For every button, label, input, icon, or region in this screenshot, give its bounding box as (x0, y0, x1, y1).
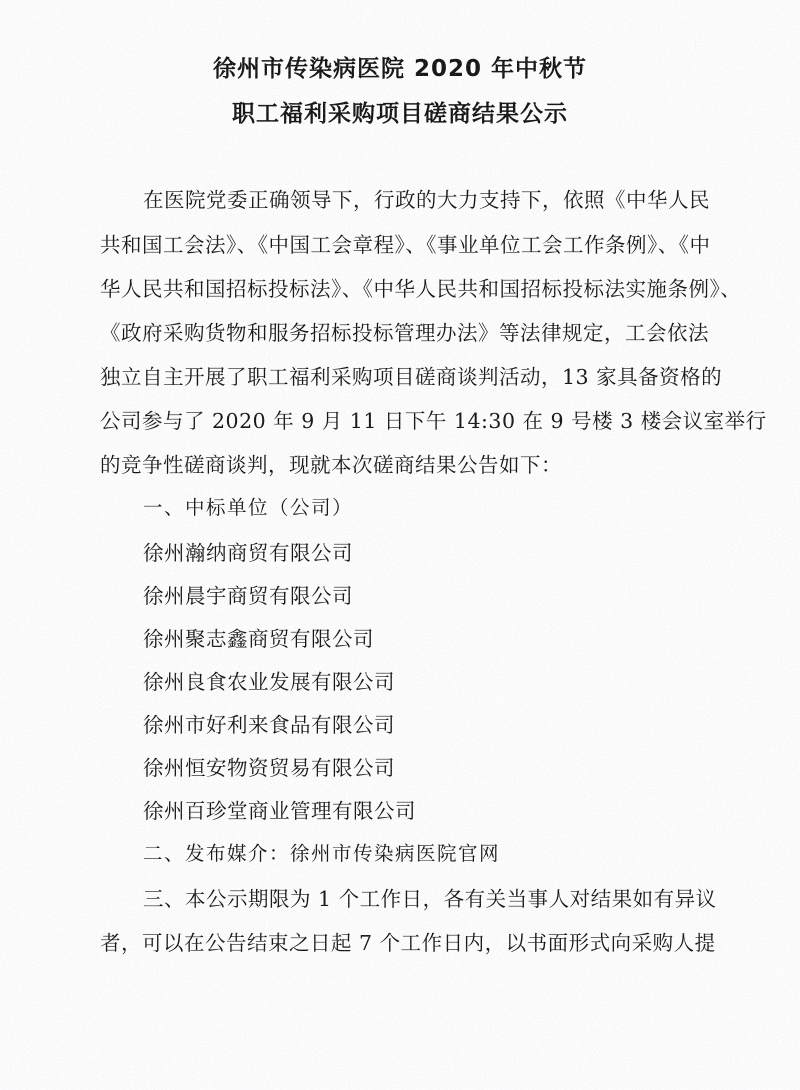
company-list-item: 徐州良食农业发展有限公司 (143, 670, 395, 694)
intro-line-4: 《政府采购货物和服务招标投标管理办法》等法律规定，工会依法 (100, 321, 709, 345)
intro-line-5: 独立自主开展了职工福利采购项目磋商谈判活动，13 家具备资格的 (100, 365, 723, 389)
intro-line-6: 公司参与了 2020 年 9 月 11 日下午 14:30 在 9 号楼 3 楼会议室举行 (100, 409, 767, 433)
document-title-line-1: 徐州市传染病医院 2020 年中秋节 (212, 56, 588, 82)
intro-line-1: 在医院党委正确领导下，行政的大力支持下，依照《中华人民 (143, 188, 710, 212)
section-3-line-2: 者，可以在公告结束之日起 7 个工作日内，以书面形式向采购人提 (100, 931, 716, 955)
company-list-item: 徐州瀚纳商贸有限公司 (143, 541, 353, 565)
company-list-item: 徐州晨宇商贸有限公司 (143, 584, 353, 608)
section-3-line-1: 三、本公示期限为 1 个工作日，各有关当事人对结果如有异议 (143, 887, 717, 911)
section-2-heading: 二、发布媒介：徐州市传染病医院官网 (143, 842, 501, 865)
intro-line-3: 华人民共和国招标投标法》、《中华人民共和国招标投标法实施条例》、 (100, 277, 742, 301)
intro-line-2: 共和国工会法》、《中国工会章程》、《事业单位工会工作条例》、《中 (100, 233, 711, 257)
company-list-item: 徐州百珍堂商业管理有限公司 (143, 799, 416, 823)
intro-line-7: 的竞争性磋商谈判，现就本次磋商结果公告如下： (100, 453, 562, 477)
document-title-line-2: 职工福利采购项目磋商结果公示 (232, 101, 568, 127)
company-list-item: 徐州恒安物资贸易有限公司 (143, 756, 395, 780)
section-1-heading: 一、中标单位（公司） (143, 496, 354, 519)
company-list-item: 徐州市好利来食品有限公司 (143, 713, 395, 737)
company-list-item: 徐州聚志鑫商贸有限公司 (143, 627, 374, 651)
